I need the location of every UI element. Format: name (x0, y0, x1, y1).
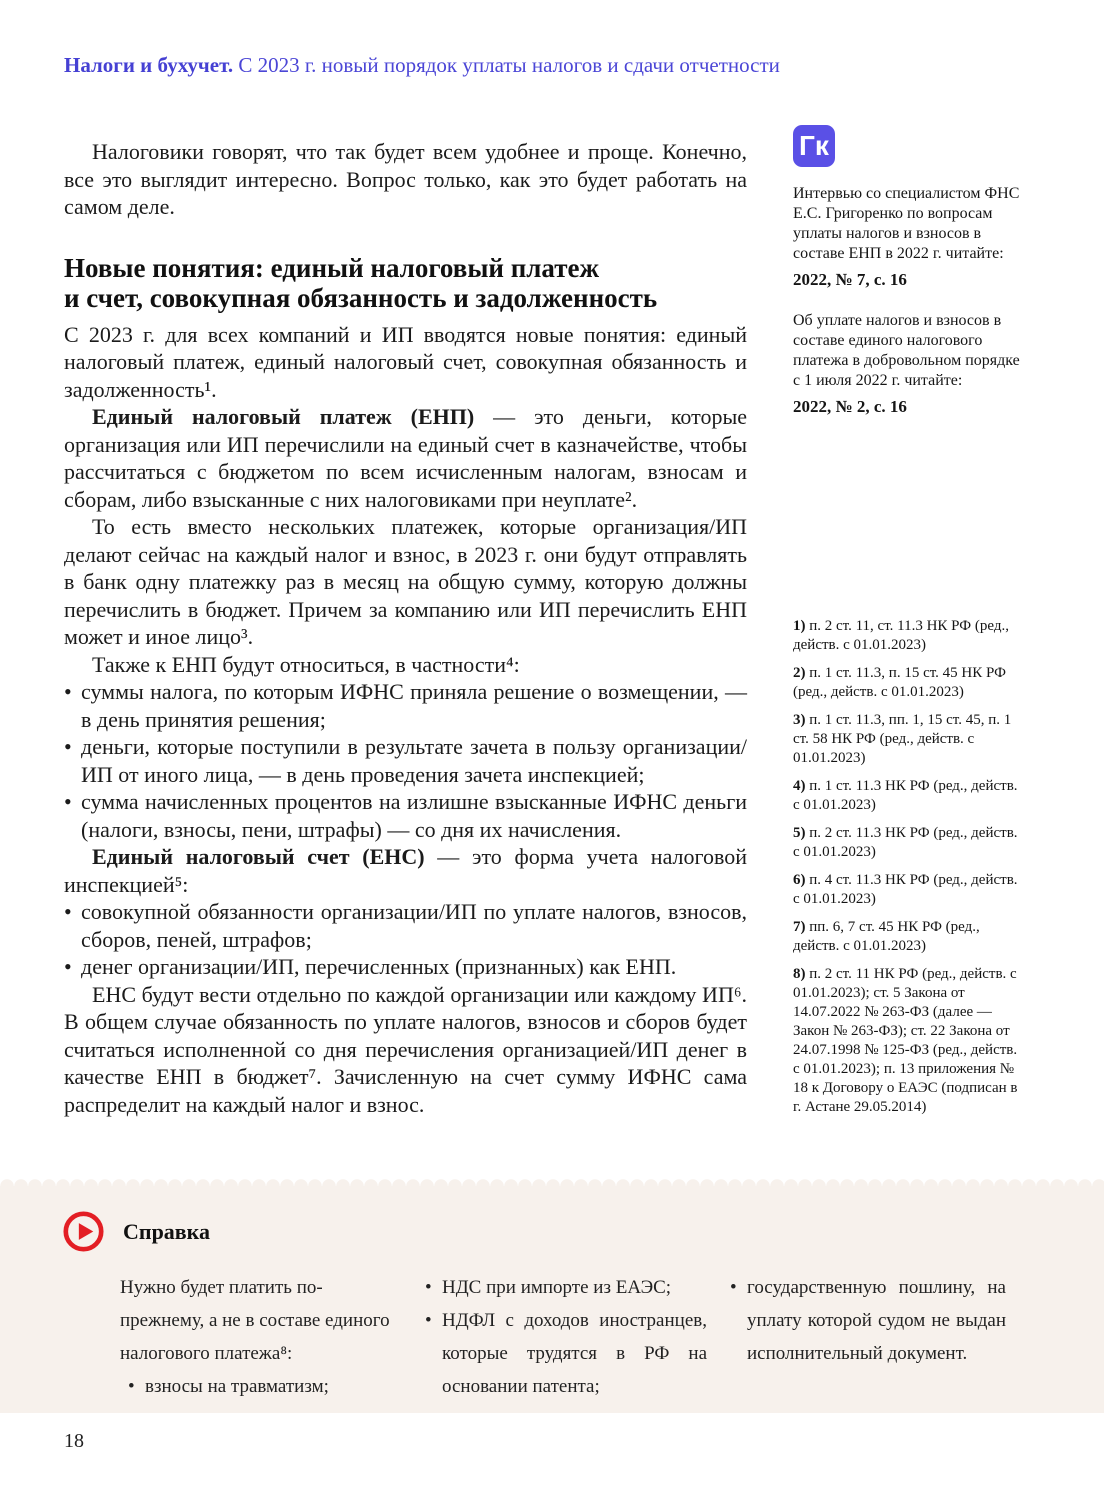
paragraph-payment: То есть вместо нескольких платежек, которые организация/ИП делают сейчас на каждый налог и взнос, в 2023 г. они будут отправлять в банк одну платежку раз в месяц на общую сумму, которую должны перечислить в бюджет. Причем за компанию или ИП перечислить ЕНП может и иное лицо³. (64, 514, 747, 649)
bullet-text: НДС при импорте из ЕАЭС; (442, 1277, 672, 1298)
footnote (793, 664, 1021, 702)
sidebar (793, 125, 1021, 1115)
paragraph-closing: ЕНС будут вести отдельно по каждой организации или каждому ИП⁶. В общем случае обязанность по уплате налогов, взносов и сборов будет считаться исполненной со дня перечисления организацией/ИП денег в качестве ЕНП в бюджет⁷. Зачисленную на счет сумму ИФНС сама распределит на каждый налог и взнос. (64, 981, 747, 1117)
bullet-icon: • (64, 679, 72, 704)
footnote-text: п. 1 ст. 11.3, пп. 1, 15 ст. 45, п. 1 ст. 58 НК РФ (ред., действ. с 01.01.2023) (793, 712, 1012, 766)
bullet-item (64, 678, 747, 733)
bullet-text: совокупной обязанности организации/ИП по уплате налогов, взносов, сборов, пеней, штрафов; (81, 899, 747, 952)
sidebar-note-reference: 2022, № 7, с. 16 (793, 270, 907, 289)
reference-box-header (63, 1211, 210, 1252)
gk-logo: Гк (793, 125, 835, 167)
paragraph-ens-text: — это форма учета налоговой инспекцией⁵: (64, 844, 747, 897)
footnote-text: пп. 6, 7 ст. 45 НК РФ (ред., действ. с 01.01.2023) (793, 919, 980, 954)
footnote-number: 6) (793, 872, 806, 888)
bullet-text: государственную пошлину, на уплату которой судом не выдан исполнительный документ. (747, 1277, 1006, 1364)
reference-intro: Нужно будет платить по-прежнему, а не в составе единого налогового платежа⁸: (120, 1277, 390, 1364)
bullet-item (64, 788, 747, 843)
footnote-text: п. 2 ст. 11 НК РФ (ред., действ. с 01.01.2023); ст. 5 Закона от 14.07.2022 № 263-ФЗ (далее — Закон № 263-ФЗ); ст. 22 Закона от 24.07.1998 № 125-ФЗ (ред., действ. с 01.01.2023); п. 13 приложения № 18 к Договору о ЕАЭС (подписан в г. Астане 29.05.2014) (793, 966, 1018, 1115)
bullet-icon: • (730, 1277, 737, 1298)
bullet-text: НДФЛ с доходов иностранцев, которые трудятся в РФ на основании патента; (442, 1310, 707, 1397)
bullet-item (730, 1271, 1006, 1370)
footnote-number: 3) (793, 712, 806, 728)
footnote-number: 2) (793, 665, 806, 681)
section-brand: Налоги и бухучет. (64, 53, 234, 77)
bullet-icon: • (64, 954, 72, 979)
footnote (793, 617, 1021, 655)
footnote (793, 824, 1021, 862)
sidebar-note: Интервью со специалистом ФНС Е.С. Григоренко по вопросам уплаты налогов и взносов в составе ЕНП в 2022 г. читайте: (793, 185, 1020, 262)
paragraph-also-enp: Также к ЕНП будут относиться, в частности⁴: (92, 651, 520, 677)
bullet-text: денег организации/ИП, перечисленных (признанных) как ЕНП. (81, 954, 677, 979)
bullet-item (425, 1304, 707, 1403)
footnote-number: 1) (793, 618, 806, 634)
bullet-text: деньги, которые поступили в результате зачета в пользу организации/ИП от иного лица, — в день проведения зачета инспекцией; (81, 734, 747, 787)
section-heading-line1: Новые понятия: единый налоговый платеж (64, 252, 600, 283)
page-number: 18 (64, 1430, 84, 1452)
footnote (793, 777, 1021, 815)
bullet-text: суммы налога, по которым ИФНС приняла решение о возмещении, — в день принятия решения; (81, 679, 747, 732)
bullet-icon: • (425, 1277, 432, 1298)
paragraph-enp (64, 403, 747, 513)
footnote-text: п. 2 ст. 11.3 НК РФ (ред., действ. с 01.01.2023) (793, 825, 1018, 860)
bullet-item (64, 733, 747, 788)
article-body (64, 138, 747, 1118)
footnote (793, 918, 1021, 956)
bullet-icon: • (128, 1376, 135, 1397)
footnote (793, 965, 1021, 1117)
scallop-edge (0, 1179, 1104, 1186)
article-title: С 2023 г. новый порядок уплаты налогов и сдачи отчетности (238, 53, 780, 77)
lead-paragraph: Налоговики говорят, что так будет всем удобнее и проще. Конечно, все это выглядит интересно. Вопрос только, как это будет работать на самом деле. (64, 139, 747, 219)
footnote-number: 5) (793, 825, 806, 841)
footnote-number: 4) (793, 778, 806, 794)
section-heading-line2: и счет, совокупная обязанность и задолженность (64, 282, 658, 313)
footnote (793, 711, 1021, 768)
sidebar-note: Об уплате налогов и взносов в составе единого налогового платежа в добровольном порядке с 1 июля 2022 г. читайте: (793, 312, 1020, 389)
paragraph-ens (64, 843, 747, 898)
footnote-number: 8) (793, 966, 806, 982)
section-heading (64, 253, 747, 313)
reference-column-3 (730, 1271, 1006, 1370)
footnote-text: п. 1 ст. 11.3 НК РФ (ред., действ. с 01.01.2023) (793, 778, 1018, 813)
reference-column-1 (120, 1271, 396, 1403)
bullet-text: сумма начисленных процентов на излишне взысканные ИФНС деньги (налоги, взносы, пени, штрафы) — со дня их начисления. (81, 789, 747, 842)
bullet-icon: • (64, 899, 72, 924)
reference-column-2 (425, 1271, 707, 1403)
footnote-number: 7) (793, 919, 806, 935)
play-icon (63, 1211, 104, 1252)
term-ens: Единый налоговый счет (ЕНС) (92, 844, 425, 869)
footnote-text: п. 2 ст. 11, ст. 11.3 НК РФ (ред., действ. с 01.01.2023) (793, 618, 1009, 653)
footnotes-list (793, 617, 1021, 1126)
bullet-item (128, 1370, 396, 1403)
bullet-icon: • (64, 789, 72, 814)
bullet-item (64, 953, 747, 981)
bullet-text: взносы на травматизм; (145, 1376, 329, 1397)
page-header (64, 53, 780, 78)
footnote-text: п. 1 ст. 11.3, п. 15 ст. 45 НК РФ (ред., действ. с 01.01.2023) (793, 665, 1006, 700)
footnote-text: п. 4 ст. 11.3 НК РФ (ред., действ. с 01.01.2023) (793, 872, 1018, 907)
reference-box-title: Справка (123, 1218, 211, 1244)
reference-box (0, 1186, 1104, 1413)
bullet-icon: • (64, 734, 72, 759)
paragraph-enp-text: — это деньги, которые организация или ИП перечислили на единый счет в казначействе, чтобы рассчитаться с бюджетом по всем исчисленным налогам, взносам и сборам, либо взысканные с них налоговиками при неуплате². (64, 404, 747, 512)
paragraph-intro: С 2023 г. для всех компаний и ИП вводятся новые понятия: единый налоговый платеж, единый налоговый счет, совокупная обязанность и задолженность¹. (64, 321, 747, 402)
term-enp: Единый налоговый платеж (ЕНП) (92, 404, 475, 429)
sidebar-note-reference: 2022, № 2, с. 16 (793, 397, 907, 416)
bullet-item (64, 898, 747, 953)
bullet-item (425, 1271, 707, 1304)
bullet-icon: • (425, 1310, 432, 1331)
footnote (793, 871, 1021, 909)
